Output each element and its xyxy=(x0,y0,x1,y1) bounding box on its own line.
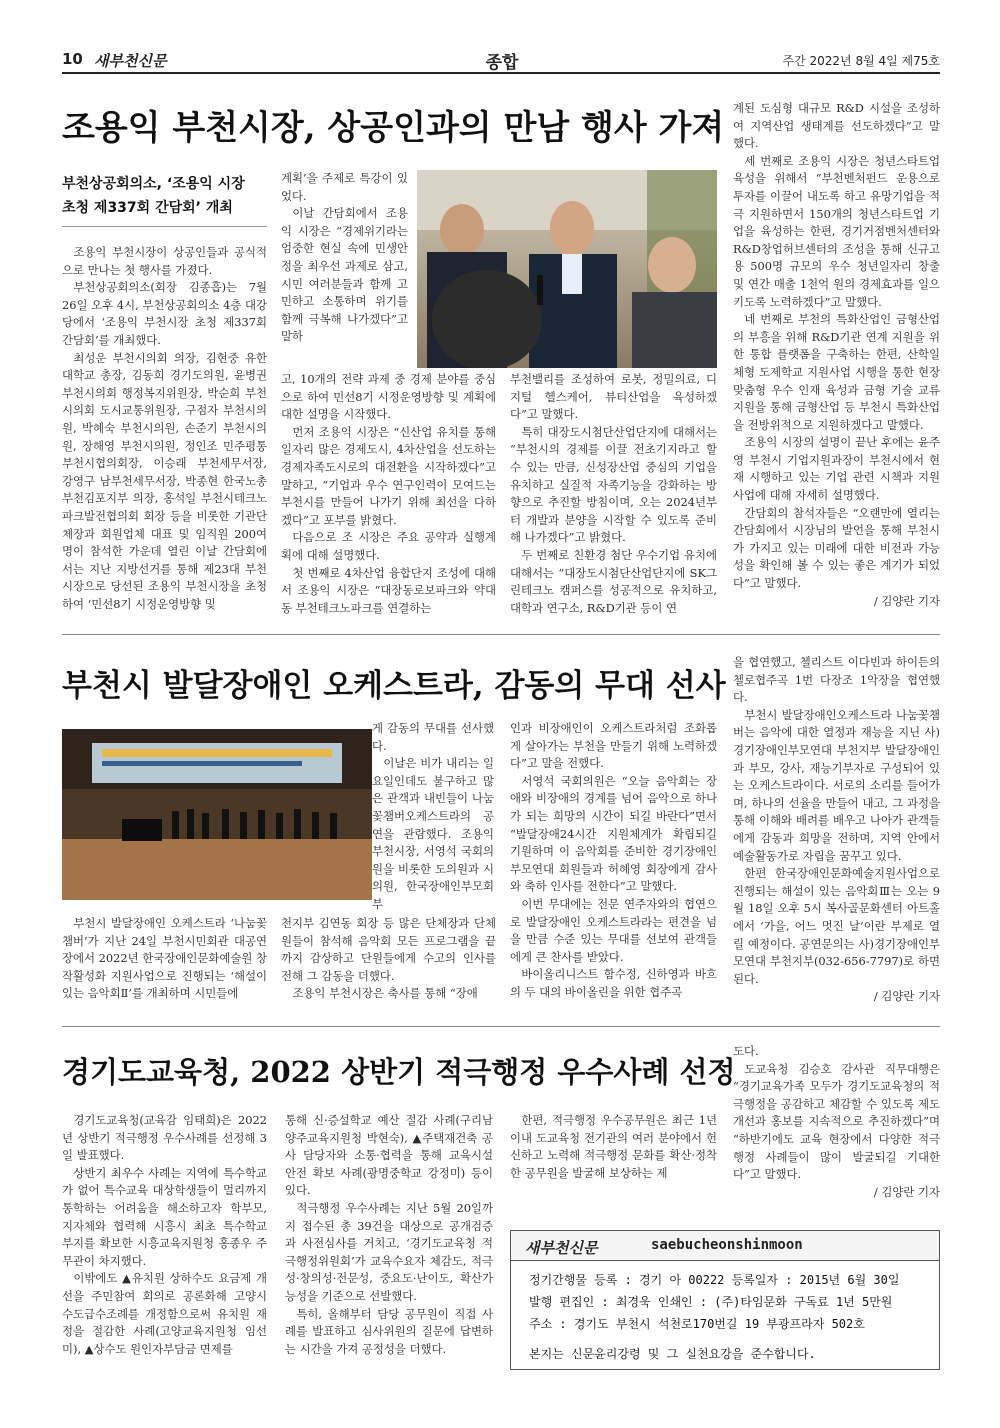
paragraph: 통해 신·증설학교 예산 절감 사례(구리남양주교육지원청 박현숙), ▲주택재건축 공사 담당자와 소통·협력을 통해 교육시설 안전 확보 사례(광명중학교 강정미) 등이 있다. xyxy=(285,1113,493,1198)
paragraph: 도교육청 김승호 감사관 직무대행은 “경기교육가족 모두가 경기도교육청의 적극행정을 공감하고 체감할 수 있도록 제도 개선과 홍보를 지속적으로 추진하겠다”며 “하반기에도 교육 현장에서 다양한 적극행정 사례들이 많이 발굴되길 기대한다”고 말했다. xyxy=(733,1061,940,1182)
paragraph: 세 번째로 조용익 시장은 청년스타트업 육성을 위해서 “부천벤처펀드 운용으로 투자를 이끌어 내도록 하고 유망기업을 적극 지원하면서 150개의 청년스타트업 기업을 육성하는 한편, 경기거점벤처센터와 R&D창업허브센터의 조성을 통해 신규고용 500명 규모의 우수 청년일자리 창출 및 연간 매출 1천억 원의 경제효과를 일으키도록 노력하겠다”고 말했다. xyxy=(733,153,940,309)
subheadline-divider xyxy=(62,226,267,227)
paragraph: 먼저 조용익 시장은 “신산업 유치를 통해 일자리 많은 경제도시, 4차산업을 선도하는 경제자족도시로의 대전환을 시작하겠다”고 말하고, “기업과 우수 연구인력이 모여드는 부천시를 만들어 나가기 위해 최선을 다하겠다”고 포부를 밝혔다. xyxy=(281,424,496,527)
paragraph: 을 협연했고, 첼리스트 이다빈과 하이든의 첼로협주곡 1번 다장조 1악장을 협연했다. xyxy=(733,655,940,705)
paragraph: 네 번째로 부천의 특화산업인 금형산업의 부흥을 위해 R&D기관 연계 지원을 위한 통합 플랫폼을 구축하는 한편, 산학일체형 도제학교 지원사업 시행을 통한 현장 맞춤형 우수 인재 육성과 금형 기술 교류 지원을 통해 금형산업 등 부천시 특화산업을 전방위적으로 지원하겠다고 말했다. xyxy=(733,312,940,432)
section-title: 종합 xyxy=(485,53,519,73)
paragraph: 부천시 발달장애인 오케스트라 ‘나눔꽃챔버’가 지난 24일 부천시민회관 대공연장에서 2022년 한국장애인문화예술원 창작활성화 지원사업으로 진행되는 ‘해설이 있는 음악회Ⅱ’를 개최하며 시민들에 xyxy=(62,916,267,1001)
byline: / 김양란 기자 xyxy=(873,593,940,608)
paragraph: 게 감동의 무대를 선사했다. xyxy=(372,721,494,753)
info-ethics-statement: 본지는 신문윤리강령 및 그 실천요강을 준수합니다. xyxy=(529,1347,816,1361)
paragraph: 고, 10개의 전략 과제 중 경제 분야를 중심으로 하여 민선8기 시정운영방향 및 계획에 대한 설명을 시작했다. xyxy=(281,372,496,422)
paragraph: 계된 도심형 대규모 R&D 시설을 조성하여 지역산업 생태계를 선도하겠다”고 말했다. xyxy=(733,101,940,151)
paper-name: 새부천신문 xyxy=(94,52,167,70)
article3-column-4 xyxy=(733,1043,940,1213)
article3-column-2 xyxy=(285,1112,493,1372)
article1-column-2-top xyxy=(281,170,408,368)
article2-column-1 xyxy=(62,915,267,1035)
article1-column-2-bottom xyxy=(281,371,496,626)
paragraph: 부천상공회의소(회장 김종흡)는 7월 26일 오후 4시, 부천상공회의소 4층 대강당에서 ‘조용익 부천시장 초청 제337회 간담회’를 개최했다. xyxy=(62,280,267,347)
article2-headline: 부천시 발달장애인 오케스트라, 감동의 무대 선사 xyxy=(62,668,726,704)
paragraph: 한편, 적극행정 우수공무원은 최근 1년 이내 도교육청 전기관의 여러 분야에서 헌신하고 노력해 적극행정 문화를 확산·정착한 공무원을 발굴해 보상하는 제 xyxy=(510,1113,717,1180)
article2-column-3 xyxy=(510,720,717,1035)
page-header xyxy=(62,48,940,74)
orchestra-photo-illustration xyxy=(62,729,372,900)
paragraph: 최성운 부천시의회 의장, 김현중 유한대학교 총장, 김동희 경기도의원, 윤병권 부천시의회 행정복지위원장, 박순희 부천시의회 도시교통위원장, 구점자 부천시의원, 박혜숙 부천시의원, 손준기 부천시의원, 장해영 부천시의원, 정인조 민주평통부천시협의회장, 이승래 부천세무서장, 강영구 남부천세무서장, 박종현 한국노총 부천김포지부 의장, 홍석일 부천시테크노파크발전협의회 회장 등을 비롯한 기관단체장과 회원업체 대표 및 임직원 200여 명이 참석한 가운데 열린 이날 간담회에서는 지난 지방선거를 통해 제23대 부천시장으로 당선된 조용익 부천시장을 초청하여 ‘민선8기 시정운영방향 및 xyxy=(62,350,267,611)
info-registration: 정기간행물 등록 : 경기 아 00222 등록일자 : 2015년 6월 30일 xyxy=(529,1273,900,1287)
paragraph: 특히 대장도시첨단산업단지에 대해서는 “부천시의 경제를 이끌 전초기지라고 할 수 있는 만큼, 신성장산업 중심의 기업을 유치하고 실질적 자족기능을 강화하는 방향으로 추진할 방침이며, 오는 2024년부터 개발과 분양을 시작할 수 있도록 준비해 나가겠다”고 밝혔다. xyxy=(510,424,717,545)
article1-headline: 조용익 부천시장, 상공인과의 만남 행사 가져 xyxy=(62,108,725,148)
paragraph: 인과 비장애인이 오케스트라처럼 조화롭게 살아가는 부천을 만들기 위해 노력하겠다”고 말을 전했다. xyxy=(510,721,717,771)
info-domain: saebucheonshinmoon xyxy=(651,1237,803,1253)
paragraph: 조용익 부천시장은 축사를 통해 “장애 xyxy=(292,986,478,1001)
info-box-header xyxy=(511,1231,939,1261)
paragraph: 상반기 최우수 사례는 지역에 특수학교가 없어 특수교육 대상학생들이 멀리까지 통학하는 어려움을 해소하고자 학부모, 지자체와 협력해 시흥시 최초 특수학교 부지를 확보한 시흥교육지원청 홍종우 주무관이 차지했다. xyxy=(62,1165,267,1268)
paragraph: 한편 한국장애인문화예술지원사업으로 진행되는 해설이 있는 음악회Ⅲ는 오는 9월 18일 오후 5시 복사골문화센터 아트홀에서 ‘가을, 어느 멋진 날’이란 부제로 열릴 예정이다. 공연문의는 사)경기장애인부모연대 부천지부(032-656-7797)로 하면 된다. xyxy=(733,866,940,986)
article3-column-3 xyxy=(510,1112,717,1212)
info-publisher: 발행 편집인 : 최경욱 인쇄인 : (주)타임문화 구독료 1년 5만원 xyxy=(529,1295,893,1309)
article3-headline: 경기도교육청, 2022 상반기 적극행정 우수사례 선정 xyxy=(62,1055,736,1089)
info-address: 주소 : 경기도 부천시 석천로170번길 19 부광프라자 502호 xyxy=(529,1317,865,1331)
byline: / 김양란 기자 xyxy=(873,1184,940,1199)
section-divider-2 xyxy=(62,1026,940,1027)
article2-column-4 xyxy=(733,654,940,1038)
page-number: 10 xyxy=(62,50,83,68)
meeting-photo-illustration xyxy=(417,170,717,368)
paragraph: 경기도교육청(교육감 임태희)은 2022년 상반기 적극행정 우수사례를 선정해 3일 발표했다. xyxy=(62,1113,267,1163)
article1-subheadline-line1: 부천상공회의소, ‘조용익 시장 xyxy=(62,176,245,192)
publication-info-box xyxy=(510,1230,940,1370)
byline: / 김양란 기자 xyxy=(873,989,940,1004)
paragraph: 이밖에도 ▲유치원 상하수도 요금제 개선을 주민참여 회의로 공론화해 고양시 수도급수조례를 개정함으로써 유치원 재정을 절감한 사례(고양교육지원청 임선미), ▲상수도 원인자부담금 면제를 xyxy=(62,1271,267,1356)
article3-column-1 xyxy=(62,1112,267,1372)
paragraph: 천지부 김연동 회장 등 많은 단체장과 단체원들이 참석해 음악회 모든 프로그램을 끝까지 감상하고 단원들에게 수고의 인사를 전해 그 감동을 더했다. xyxy=(281,916,496,983)
article1-column-1 xyxy=(62,244,267,624)
section-divider-1 xyxy=(62,634,940,635)
paragraph: 도다. xyxy=(733,1044,759,1058)
article1-subheadline xyxy=(62,172,267,220)
article2-photo xyxy=(62,729,372,900)
article1-column-4 xyxy=(733,100,940,626)
paragraph: 조용익 부천시장이 상공인들과 공식적으로 만나는 첫 행사를 가졌다. xyxy=(62,245,267,277)
paragraph: 계획’을 주제로 특강이 있었다. xyxy=(281,171,408,203)
article2-column-2-bottom xyxy=(281,915,496,1035)
article1-photo xyxy=(417,170,717,368)
paragraph: 첫 번째로 4차산업 융합단지 조성에 대해서 조용익 시장은 “대장동로보파크와 약대동 부천테크노파크를 연결하는 xyxy=(281,565,496,615)
article1-column-3 xyxy=(510,371,717,626)
paragraph: 이날 간담회에서 조용익 시장은 “경제위기라는 엄중한 현실 속에 민생안정을 최우선 과제로 삼고, 시민 여러분들과 함께 고민하고 소통하며 위기를 함께 극복해 나가겠다”고 말하 xyxy=(281,206,408,344)
info-paper-name: 새부천신문 xyxy=(525,1239,598,1257)
paragraph: 바이올리니스트 함수정, 신하영과 바흐의 두 대의 바이올린을 위한 협주곡 xyxy=(510,967,717,999)
article1-subheadline-line2: 초청 제337회 간담회’ 개최 xyxy=(62,200,233,216)
paragraph: 두 번째로 친환경 첨단 우수기업 유치에 대해서는 “대장도시첨단산업단지에 SK그린테크노 캠퍼스를 성공적으로 유치하고, 대학과 연구소, R&D기관 등이 연 xyxy=(510,547,717,615)
paragraph: 다음으로 조 시장은 주요 공약과 실행계획에 대해 설명했다. xyxy=(281,530,496,562)
paragraph: 서영석 국회의원은 “오늘 음악회는 장애와 비장애의 경계를 넘어 음악으로 하나가 되는 희망의 시간이 되길 바란다”면서 “발달장애24시간 지원체계가 확립되길 기원하며 이 음악회를 준비한 경기장애인부모연대 회원들과 허혜영 회장에게 감사와 축하 인사를 전한다”고 말했다. xyxy=(510,773,717,894)
paragraph: 특히, 올해부터 담당 공무원이 직접 사례를 발표하고 심사위원의 질문에 답변하는 시간을 가져 공정성을 더했다. xyxy=(285,1306,493,1356)
paragraph: 간담회의 참석자들은 “오랜만에 열리는 간담회에서 시장님의 발언을 통해 부천시가 가지고 있는 미래에 대한 비전과 가능성을 확인해 볼 수 있는 좋은 계기가 되었다”고 말했다. xyxy=(733,505,940,591)
issue-date: 주간 2022년 8월 4일 제75호 xyxy=(782,54,940,68)
paragraph: 부천밸리를 조성하여 로봇, 정밀의료, 디지털 헬스케어, 뷰티산업을 육성하겠다”고 말했다. xyxy=(510,372,717,422)
paragraph: 부천시 발달장애인오케스트라 나눔꽃챔버는 음악에 대한 열정과 재능을 지닌 사)경기장애인부모연대 부천지부 발달장애인과 부모, 강사, 재능기부자로 구성되어 있는 오케스트라이다. 서로의 소리를 들어가며, 하나의 선율을 만들어 내고, 그 과정을 통해 이해와 배려를 배우고 나아가 관객들에게 감동과 희망을 전하며, 지역 안에서 예술활동가로 자립을 꿈꾸고 있다. xyxy=(733,707,940,863)
paragraph: 이날은 비가 내리는 일요일인데도 불구하고 많은 관객과 내빈들이 나눔꽃챔버오케스트라의 공연을 관람했다. 조용익 부천시장, 서영석 국회의원을 비롯한 도의원과 시의원, 한국장애인부모회 부 xyxy=(372,756,494,911)
paragraph: 적극행정 우수사례는 지난 5월 20일까지 접수된 총 39건을 대상으로 공개검증과 사전심사를 거치고, ‘경기도교육청 적극행정위원회’가 교육수요자 체감도, 적극성·창의성·전문성, 중요도·난이도, 확산가능성을 기준으로 선발했다. xyxy=(285,1200,493,1303)
paragraph: 이번 무대에는 전문 연주자와의 협연으로 발달장애인 오케스트라라는 편견을 넘을 만큼 수준 있는 무대를 선보여 관객들에게 큰 찬사를 받았다. xyxy=(510,896,717,964)
paragraph: 조용익 시장의 설명이 끝난 후에는 윤주영 부천시 기업지원과장이 부천시에서 현재 시행하고 있는 기업 관련 시책과 지원사업에 대해 자세히 설명했다. xyxy=(733,435,940,503)
article2-column-2-top xyxy=(372,720,494,915)
